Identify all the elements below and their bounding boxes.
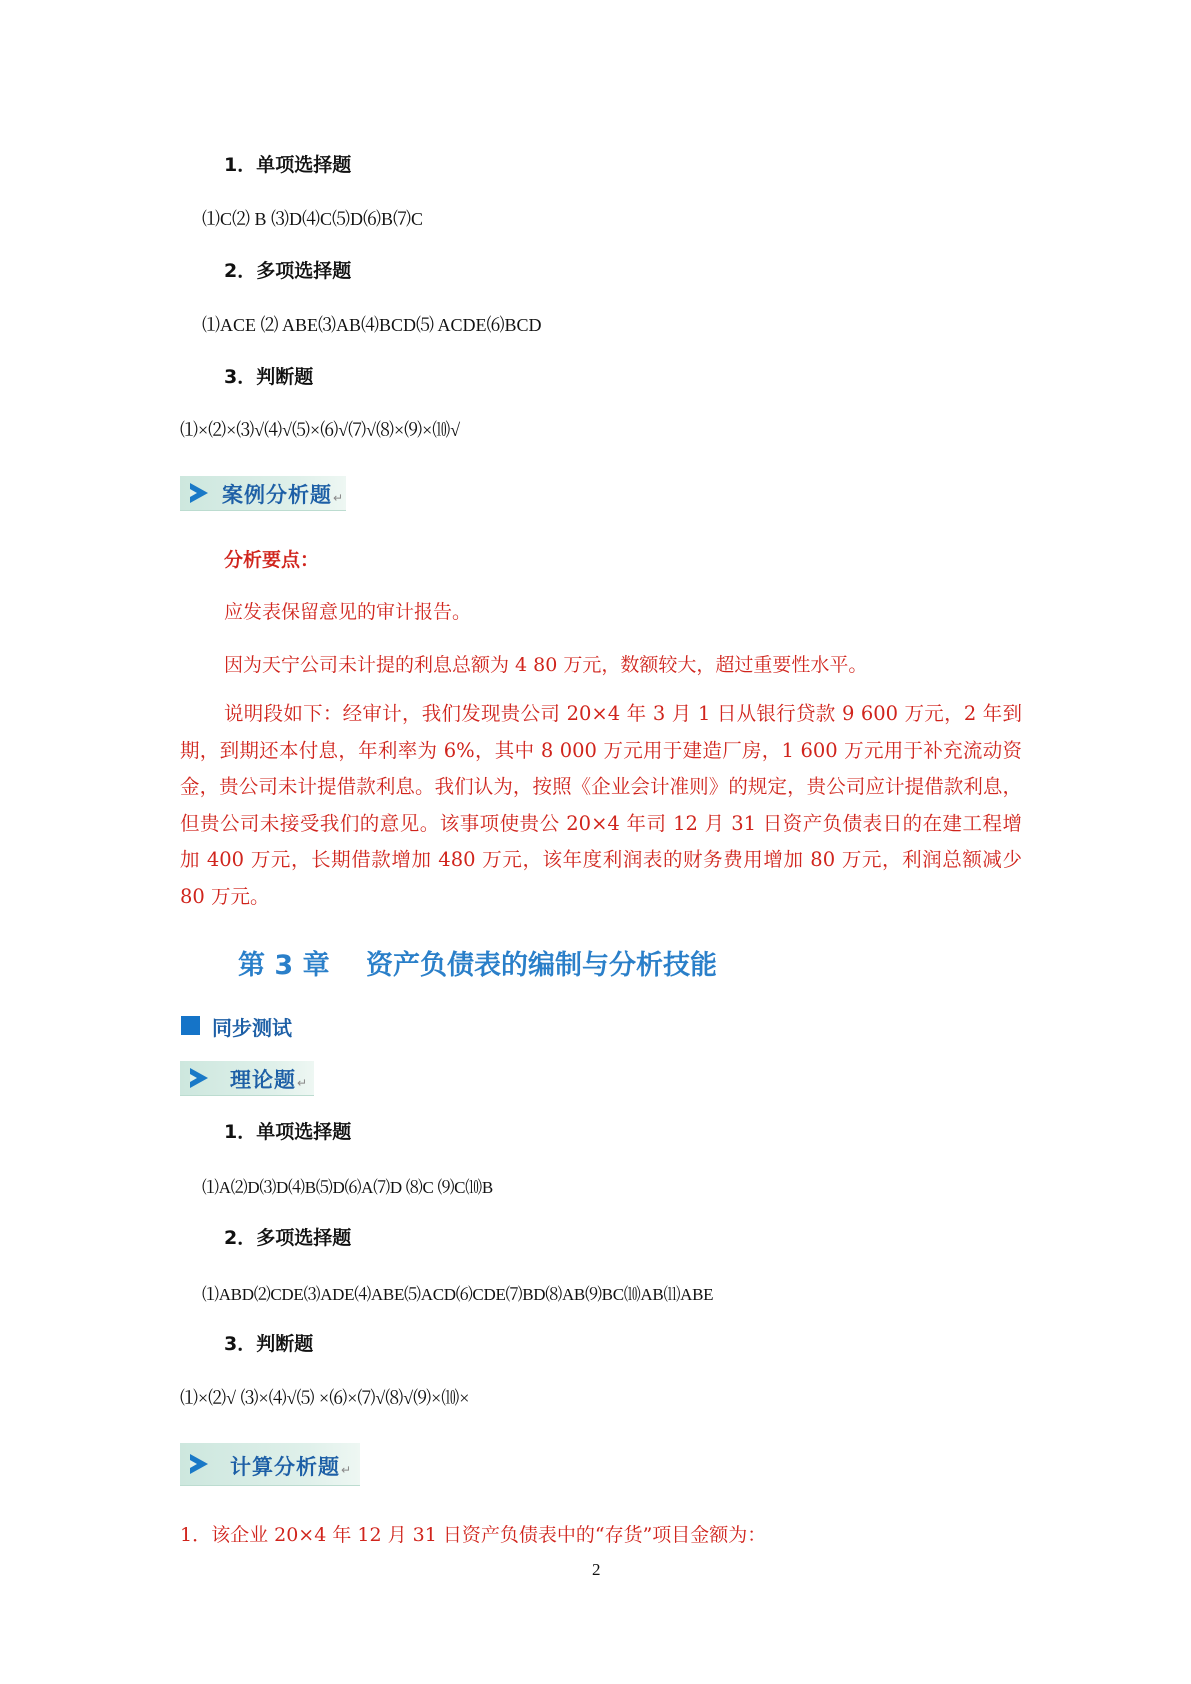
return-mark-icon: ↵ bbox=[341, 1463, 353, 1477]
page-number: 2 bbox=[592, 1560, 601, 1579]
sync-test-label: 同步测试 bbox=[212, 1016, 292, 1040]
true-false-title-2: 3．判断题 bbox=[224, 1333, 314, 1355]
multiple-choice-answers-2: ⑴ABD⑵CDE⑶ADE⑷ABE⑸ACD⑹CDE⑺BD⑻AB⑼BC⑽AB⑾ABE bbox=[202, 1285, 714, 1304]
arrow-icon bbox=[190, 483, 208, 503]
calc-item-1: 1．该企业 20×4 年 12 月 31 日资产负债表中的“存货”项目金额为： bbox=[180, 1524, 767, 1546]
single-choice-title-1: 1．单项选择题 bbox=[224, 154, 352, 176]
true-false-title-1: 3．判断题 bbox=[224, 366, 314, 388]
analysis-line-1: 应发表保留意见的审计报告。 bbox=[224, 601, 472, 623]
calc-analysis-banner bbox=[180, 1443, 360, 1486]
multiple-choice-title-2: 2．多项选择题 bbox=[224, 1227, 352, 1249]
banner-label: 理论题↵ bbox=[230, 1068, 309, 1092]
analysis-line-2: 因为天宁公司未计提的利息总额为 4 80 万元，数额较大，超过重要性水平。 bbox=[224, 654, 868, 676]
true-false-answers-2: ⑴×⑵√ ⑶×⑷√⑸ ×⑹×⑺√⑻√⑼×⑽× bbox=[180, 1388, 470, 1408]
case-analysis-banner bbox=[180, 476, 346, 511]
banner-label: 案例分析题↵ bbox=[222, 483, 345, 507]
banner-label: 计算分析题↵ bbox=[230, 1455, 353, 1479]
analysis-heading: 分析要点： bbox=[224, 549, 320, 571]
analysis-paragraph: 说明段如下：经审计，我们发现贵公司 20×4 年 3 月 1 日从银行贷款 9 600 万元，2 年到期，到期还本付息，年利率为 6%，其中 8 000 万元用于建造厂房，1 600 万元用于补充流动资金，贵公司未计提借款利息。我们认为，按照《企业会计准则》的规定，贵公司应计提借款利息，但贵公司未接受我们的意见。该事项使贵公 20×4 年司 12 月 31 日资产负债表日的在建工程增加 400 万元，长期借款增加 480 万元，该年度利润表的财务费用增加 80 万元，利润总额减少 80 万元。 bbox=[180, 702, 1022, 908]
theory-banner bbox=[180, 1061, 314, 1096]
single-choice-answers-1: ⑴C⑵ B ⑶D⑷C⑸D⑹B⑺C bbox=[202, 209, 424, 229]
square-bullet-icon bbox=[181, 1016, 200, 1035]
return-mark-icon: ↵ bbox=[297, 1076, 309, 1090]
arrow-icon bbox=[190, 1068, 208, 1088]
multiple-choice-answers-1: ⑴ACE ⑵ ABE⑶AB⑷BCD⑸ ACDE⑹BCD bbox=[202, 315, 542, 335]
chapter-number: 第 3 章 bbox=[238, 950, 330, 981]
single-choice-answers-2: ⑴A⑵D⑶D⑷B⑸D⑹A⑺D ⑻C ⑼C⑽B bbox=[202, 1178, 493, 1197]
return-mark-icon: ↵ bbox=[333, 491, 345, 505]
arrow-icon bbox=[190, 1454, 208, 1474]
multiple-choice-title-1: 2．多项选择题 bbox=[224, 260, 352, 282]
true-false-answers-1: ⑴×⑵×⑶√⑷√⑸×⑹√⑺√⑻×⑼×⑽√ bbox=[180, 420, 461, 440]
single-choice-title-2: 1．单项选择题 bbox=[224, 1121, 352, 1143]
chapter-title: 资产负债表的编制与分析技能 bbox=[366, 950, 717, 981]
